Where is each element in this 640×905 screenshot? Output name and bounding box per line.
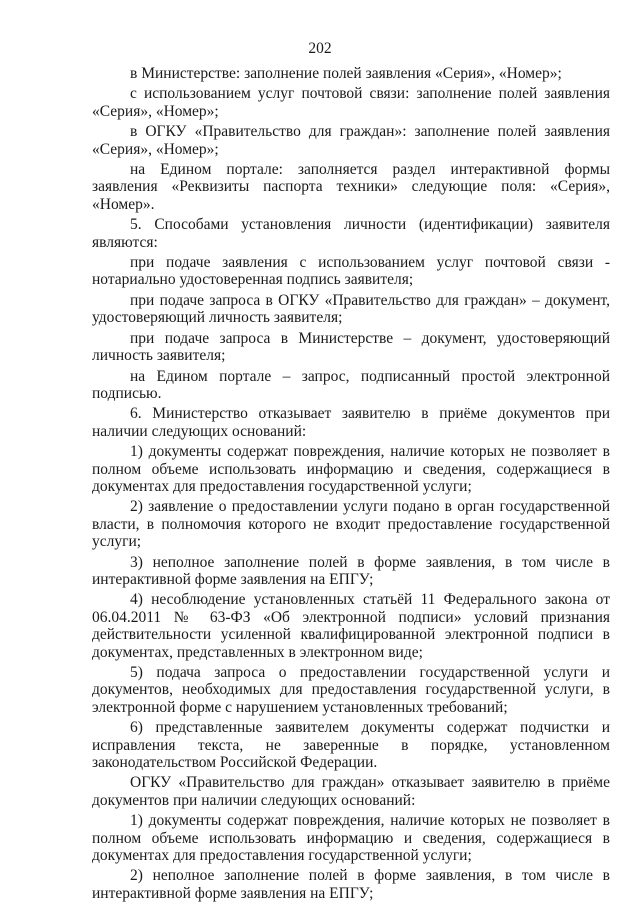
paragraph: при подаче запроса в ОГКУ «Правительство для граждан» – документ, удостоверяющий личность заявителя;: [92, 291, 610, 327]
paragraph: при подаче запроса в Министерстве – документ, удостоверяющий личность заявителя;: [92, 329, 610, 365]
paragraph: 2) заявление о предоставлении услуги подано в орган государственной власти, в полномочия которого не входит предоставление государственной услуги;: [92, 498, 610, 551]
paragraph: 4) несоблюдение установленных статьёй 11 Федерального закона от 06.04.2011 № 63-ФЗ «Об электронной подписи» условий признания действительности усиленной квалифицированной электронной подписи в документах, представленных в электронном виде;: [92, 591, 610, 661]
paragraph: 6) представленные заявителем документы содержат подчистки и исправления текста, не заверенные в порядке, установленном законодательством Российской Федерации.: [92, 719, 610, 772]
paragraph: 3) неполное заполнение полей в форме заявления, в том числе в интерактивной форме заявления на ЕПГУ;: [92, 553, 610, 588]
paragraph: при подаче заявления с использованием услуг почтовой связи - нотариально удостоверенная подпись заявителя;: [92, 254, 610, 289]
paragraph: в Министерстве: заполнение полей заявления «Серия», «Номер»;: [130, 65, 562, 82]
paragraph: на Едином портале – запрос, подписанный простой электронной подписью.: [92, 367, 610, 402]
paragraph: на Едином портале: заполняется раздел интерактивной формы заявления «Реквизиты паспорта техники» следующие поля: «Серия», «Номер».: [92, 161, 610, 213]
paragraph: 5. Способами установления личности (идентификации) заявителя являются:: [92, 216, 610, 251]
document-body: [92, 65, 610, 902]
paragraph: 5) подача запроса о предоставлении государственной услуги и документов, необходимых для предоставления государственной услуги, в электронной форме с нарушением установленных требований;: [92, 664, 610, 716]
page-number: 202: [308, 40, 332, 57]
paragraph: 1) документы содержат повреждения, наличие которых не позволяет в полном объеме использовать информацию и сведения, содержащиеся в документах для предоставления государственной услуги;: [92, 812, 610, 865]
paragraph: 2) неполное заполнение полей в форме заявления, в том числе в интерактивной форме заявления на ЕПГУ;: [92, 867, 610, 902]
paragraph: 6. Министерство отказывает заявителю в приёме документов при наличии следующих оснований:: [92, 405, 610, 440]
paragraph: ОГКУ «Правительство для граждан» отказывает заявителю в приёме документов при наличии следующих оснований:: [92, 774, 610, 809]
paragraph: в ОГКУ «Правительство для граждан»: заполнение полей заявления «Серия», «Номер»;: [92, 123, 610, 158]
paragraph: 1) документы содержат повреждения, наличие которых не позволяет в полном объеме использовать информацию и сведения, содержащиеся в документах для предоставления государственной услуги;: [92, 443, 610, 495]
paragraph: с использованием услуг почтовой связи: заполнение полей заявления «Серия», «Номер»;: [92, 85, 610, 120]
